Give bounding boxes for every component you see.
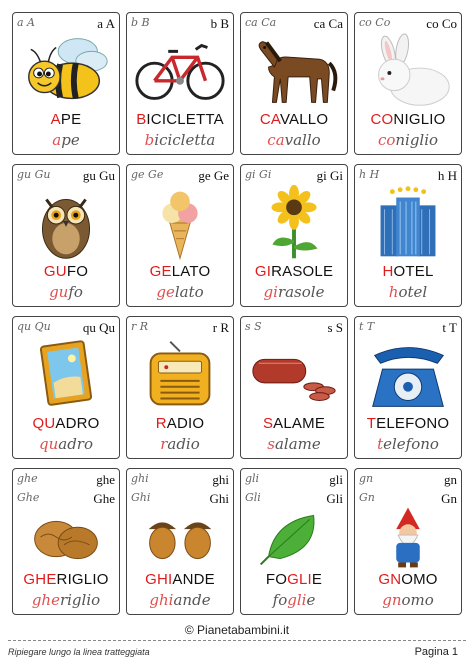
card-telefono: [354, 316, 462, 459]
bicycle-icon: [131, 33, 229, 109]
print-word: BICICLETTA: [136, 111, 224, 128]
print-letter: h H: [437, 168, 457, 183]
cursive-letter: s S: [245, 320, 262, 333]
fold-line: [8, 640, 466, 641]
print-letter-upper: Ghe: [93, 491, 115, 506]
cursive-letter: gi Gi: [245, 168, 272, 181]
print-letter: b B: [210, 16, 229, 31]
cursive-word: cavallo: [267, 131, 321, 149]
telephone-icon: [359, 337, 457, 413]
cursive-letter: ghi: [131, 472, 149, 485]
print-word: TELEFONO: [366, 415, 450, 432]
print-letter: qu Qu: [82, 320, 115, 335]
print-word: GIRASOLE: [254, 263, 334, 280]
cursive-letter-upper: Ghi: [131, 491, 151, 504]
print-letter: gi Gi: [316, 168, 343, 183]
sunflower-icon: [245, 185, 343, 261]
print-letter-upper: Ghi: [209, 491, 229, 506]
cursive-letter: gn: [359, 472, 374, 485]
hotel-icon: [359, 185, 457, 261]
print-letter: a A: [97, 16, 115, 31]
fold-note: Ripiegare lungo la linea tratteggiata: [8, 647, 150, 657]
cursive-word: telefono: [377, 435, 439, 453]
card-ape: [12, 12, 120, 155]
card-gheriglio: [12, 468, 120, 615]
card-ghiande: [126, 468, 234, 615]
cursive-word: coniglio: [377, 131, 439, 149]
print-letter: ghe: [96, 472, 115, 487]
cursive-letter: b B: [131, 16, 150, 29]
gnome-icon: [359, 507, 457, 569]
bee-icon: [17, 33, 115, 109]
print-word: GUFO: [43, 263, 89, 280]
print-letter: t T: [442, 320, 457, 335]
cursive-word: ape: [52, 131, 80, 149]
card-hotel: [354, 164, 462, 307]
print-letter: gn: [444, 472, 457, 487]
print-letter: ghi: [212, 472, 229, 487]
cursive-word: gheriglio: [31, 591, 101, 609]
copyright-text: © Pianetabambini.it: [184, 623, 290, 637]
cursive-letter: h H: [359, 168, 380, 181]
print-word: SALAME: [262, 415, 326, 432]
card-gnomo: [354, 468, 462, 615]
print-word: HOTEL: [382, 263, 434, 280]
print-word: GHERIGLIO: [23, 571, 109, 588]
card-gufo: [12, 164, 120, 307]
walnut-icon: [17, 507, 115, 569]
print-word: RADIO: [155, 415, 205, 432]
acorn-icon: [131, 507, 229, 569]
card-cavallo: [240, 12, 348, 155]
cursive-word: foglie: [272, 591, 316, 609]
print-word: GHIANDE: [145, 571, 215, 588]
rabbit-icon: [359, 33, 457, 109]
cursive-letter: a A: [17, 16, 35, 29]
cursive-letter-upper: Gli: [245, 491, 261, 504]
card-gelato: [126, 164, 234, 307]
print-letter: gu Gu: [82, 168, 115, 183]
card-coniglio: [354, 12, 462, 155]
salami-icon: [245, 337, 343, 413]
card-radio: [126, 316, 234, 459]
cursive-word: bicicletta: [144, 131, 216, 149]
cursive-word: salame: [267, 435, 321, 453]
print-word: QUADRO: [32, 415, 100, 432]
print-word: CAVALLO: [259, 111, 329, 128]
cursive-letter: t T: [359, 320, 375, 333]
cursive-letter: ca Ca: [245, 16, 277, 29]
ice-cream-icon: [131, 185, 229, 261]
print-word: APE: [50, 111, 82, 128]
cursive-letter: ghe: [17, 472, 38, 485]
painting-icon: [17, 337, 115, 413]
cursive-word: gnomo: [382, 591, 434, 609]
cursive-letter: gu Gu: [17, 168, 51, 181]
cursive-letter-upper: Gn: [359, 491, 375, 504]
print-letter: ge Ge: [198, 168, 229, 183]
card-girasole: [240, 164, 348, 307]
cursive-word: hotel: [388, 283, 428, 301]
horse-icon: [245, 33, 343, 109]
cursive-word: radio: [160, 435, 200, 453]
card-quadro: [12, 316, 120, 459]
card-foglie: [240, 468, 348, 615]
print-word: GELATO: [149, 263, 211, 280]
print-letter: gli: [329, 472, 343, 487]
cursive-word: ghiande: [149, 591, 211, 609]
cursive-word: gelato: [156, 283, 204, 301]
print-word: GNOMO: [378, 571, 438, 588]
print-word: FOGLIE: [265, 571, 323, 588]
cursive-word: girasole: [263, 283, 325, 301]
owl-icon: [17, 185, 115, 261]
print-letter-upper: Gli: [326, 491, 343, 506]
leaf-icon: [245, 507, 343, 569]
print-letter: co Co: [426, 16, 457, 31]
page-number: Pagina 1: [414, 646, 458, 658]
card-salame: [240, 316, 348, 459]
cursive-letter: gli: [245, 472, 260, 485]
cursive-letter: r R: [131, 320, 149, 333]
cursive-word: gufo: [49, 283, 83, 301]
cursive-letter: ge Ge: [131, 168, 164, 181]
print-letter: ca Ca: [313, 16, 343, 31]
card-bicicletta: [126, 12, 234, 155]
cursive-letter: qu Qu: [17, 320, 51, 333]
print-letter: r R: [212, 320, 229, 335]
cursive-letter: co Co: [359, 16, 391, 29]
cursive-word: quadro: [38, 435, 93, 453]
print-word: CONIGLIO: [370, 111, 446, 128]
radio-icon: [131, 337, 229, 413]
cursive-letter-upper: Ghe: [17, 491, 40, 504]
print-letter: s S: [327, 320, 343, 335]
print-letter-upper: Gn: [441, 491, 457, 506]
